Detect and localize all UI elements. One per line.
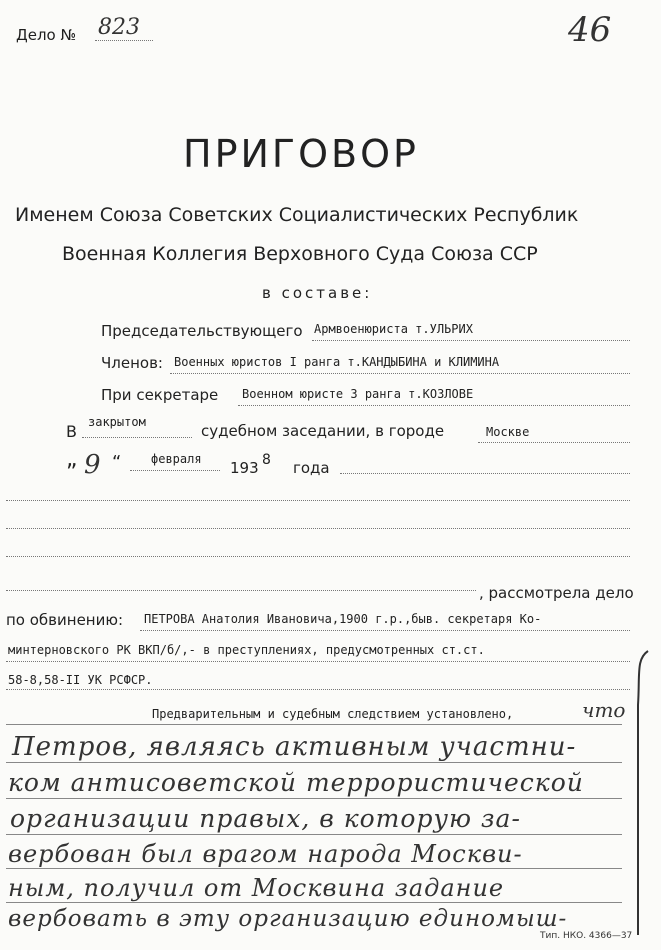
city-line <box>478 442 630 443</box>
case-number-line <box>95 40 153 41</box>
members-value: Военных юристов I ранга т.КАНДЫБИНА и КЛИМИНА <box>174 355 500 369</box>
session-type-line <box>82 437 192 438</box>
handwritten-line-3: организации правых, в которую за- <box>10 804 521 833</box>
subtitle-union: Именем Союза Советских Социалистических Республик <box>15 204 579 226</box>
month-line <box>130 470 220 471</box>
handwritten-line-5: ным, получил от Москвина задание <box>8 874 505 902</box>
blank-line-4 <box>6 590 476 591</box>
members-label: Членов: <box>101 354 163 372</box>
chair-line <box>312 340 630 341</box>
hand-rule-2 <box>6 798 622 799</box>
session-mid: судебном заседании, в городе <box>201 422 445 440</box>
blank-line-1 <box>6 500 630 501</box>
chair-label: Председательствующего <box>101 322 303 340</box>
session-prefix: В <box>66 422 77 441</box>
chair-value: Армвоенюриста т.УЛЬРИХ <box>314 322 473 336</box>
reviewed-label: , рассмотрела дело <box>479 584 634 602</box>
secretary-label: При секретаре <box>101 386 219 404</box>
handwritten-line-0: что <box>582 698 626 722</box>
hand-rule-1 <box>6 762 622 763</box>
hand-rule-5 <box>6 902 622 903</box>
accusation-label: по обвинению: <box>6 611 124 629</box>
accusation-rule-3 <box>6 689 630 690</box>
handwritten-line-4: вербован был врагом народа Москви- <box>8 840 523 868</box>
city: Москве <box>486 425 530 439</box>
composition-label: в составе: <box>262 284 373 302</box>
date-close-quote: “ <box>112 452 122 473</box>
date-open-quote: „ <box>66 447 78 472</box>
established-text: Предварительным и судебным следствием установлено, <box>152 707 514 721</box>
margin-bracket-mark <box>618 645 660 945</box>
date-day: 9 <box>84 450 101 480</box>
print-mark: Тип. НКО. 4366—37 <box>540 931 633 941</box>
date-month: февраля <box>151 452 202 466</box>
case-label: Дело № <box>16 26 77 44</box>
date-year-suffix: 8 <box>262 452 271 468</box>
accusation-line-2: минтерновского РК ВКП/б/,- в преступлениях, предусмотренных ст.ст. <box>8 643 485 657</box>
secretary-value: Военном юристе 3 ранга т.КОЗЛОВЕ <box>242 387 474 401</box>
blank-line-2 <box>6 528 630 529</box>
accusation-line-1: ПЕТРОВА Анатолия Ивановича,1900 г.р.,быв. секретаря Ко- <box>144 612 542 626</box>
hand-rule-0 <box>6 724 622 725</box>
date-trail-line <box>340 473 630 474</box>
blank-line-3 <box>6 556 630 557</box>
secretary-line <box>238 405 630 406</box>
handwritten-line-6: вербовать в эту организацию единомыш- <box>8 906 568 932</box>
hand-rule-3 <box>6 834 622 835</box>
date-year-prefix: 193 <box>230 459 259 477</box>
handwritten-line-2: ком антисоветской террористической <box>8 768 584 797</box>
accusation-rule-1 <box>140 630 630 631</box>
sheet-number: 46 <box>568 10 612 50</box>
session-type: закрытом <box>88 415 146 429</box>
accusation-rule-2 <box>6 661 630 662</box>
subtitle-collegium: Военная Коллегия Верховного Суда Союза ССР <box>62 243 538 265</box>
document-title: ПРИГОВОР <box>183 132 419 176</box>
date-year-label: года <box>293 459 330 477</box>
accusation-line-3: 58-8,58-II УК РСФСР. <box>8 673 153 687</box>
hand-rule-4 <box>6 868 622 869</box>
case-number: 823 <box>98 15 140 40</box>
handwritten-line-1: Петров, являясь активным участни- <box>12 732 577 762</box>
members-line <box>170 373 630 374</box>
